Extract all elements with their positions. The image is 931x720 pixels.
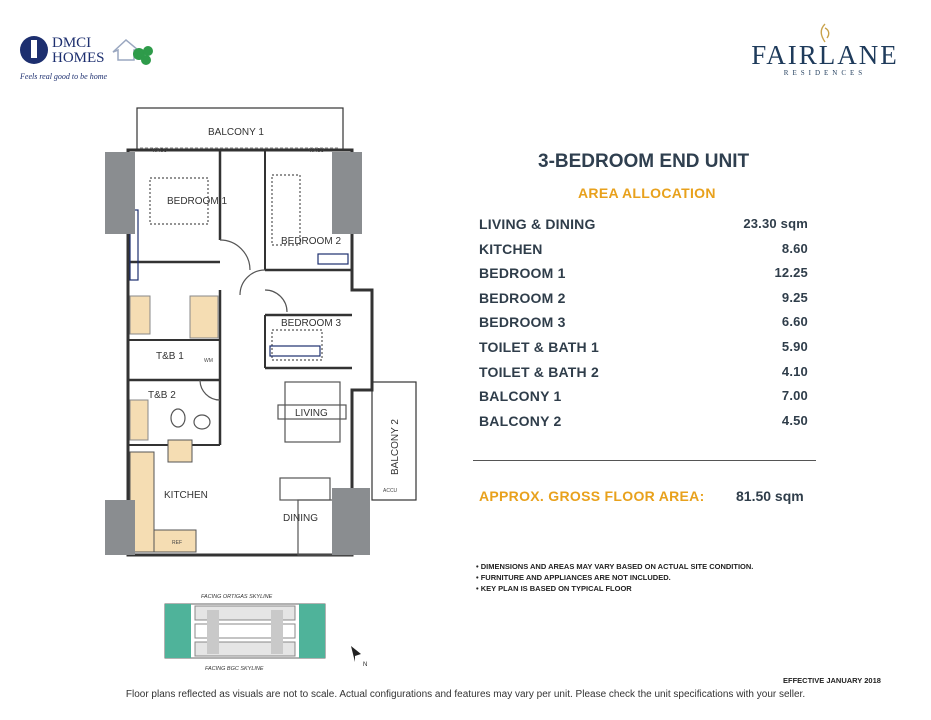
gross-floor-area-value: 81.50 sqm (736, 488, 804, 504)
allocation-row: BALCONY 1 7.00 (479, 388, 808, 405)
key-plan-bottom-caption: FACING BGC SKYLINE (205, 666, 264, 672)
allocation-row: LIVING & DINING 23.30 sqm (479, 216, 808, 232)
label-bedroom-2: BEDROOM 2 (281, 236, 342, 247)
divider (473, 460, 816, 461)
effective-date: EFFECTIVE JANUARY 2018 (783, 676, 881, 685)
developer-name-line2: HOMES (52, 50, 105, 66)
floor-plan-drawing (100, 100, 430, 565)
allocation-row: BEDROOM 1 12.25 (479, 265, 808, 282)
allocation-row: KITCHEN 8.60 (479, 240, 808, 257)
label-bedroom-3: BEDROOM 3 (281, 318, 342, 329)
allocation-row: TOILET & BATH 1 5.90 (479, 338, 808, 355)
label-tb-1: T&B 1 (156, 351, 184, 362)
label-living: LIVING (295, 408, 328, 419)
developer-tagline: Feels real good to be home (20, 72, 108, 81)
label-wacu-right: WACU (309, 148, 325, 154)
note-item: • KEY PLAN IS BASED ON TYPICAL FLOOR (476, 584, 632, 593)
note-item: • DIMENSIONS AND AREAS MAY VARY BASED ON ACTUAL SITE CONDITION. (476, 562, 754, 571)
allocation-row: TOILET & BATH 2 4.10 (479, 363, 808, 380)
gross-floor-area-label: APPROX. GROSS FLOOR AREA: (479, 488, 705, 504)
area-allocation-table (479, 214, 819, 435)
floor-plan (100, 100, 430, 565)
developer-name-line1: DMCI (52, 35, 92, 51)
label-tb-2: T&B 2 (148, 390, 176, 401)
area-allocation-heading: AREA ALLOCATION (578, 185, 716, 201)
disclaimer-notes (476, 561, 753, 594)
label-balcony-1: BALCONY 1 (208, 127, 264, 138)
key-plan-top-caption: FACING ORTIGAS SKYLINE (201, 594, 273, 600)
label-wm: WM (204, 358, 213, 364)
label-kitchen: KITCHEN (164, 490, 208, 501)
north-arrow-icon (347, 644, 373, 668)
label-bedroom-1: BEDROOM 1 (167, 196, 228, 207)
label-accu: ACCU (383, 488, 398, 494)
key-plan (145, 590, 345, 675)
label-dining: DINING (283, 513, 318, 524)
project-name: FAIRLANE (751, 40, 899, 70)
allocation-row: BALCONY 2 4.50 (479, 412, 808, 429)
key-plan-drawing (145, 590, 345, 675)
label-ref: REF (172, 540, 182, 546)
north-label: N (363, 662, 368, 668)
label-balcony-2: BALCONY 2 (390, 419, 401, 475)
project-logo (735, 22, 915, 77)
unit-title: 3-BEDROOM END UNIT (538, 151, 750, 172)
leaf-monogram-icon (815, 22, 835, 44)
developer-logo (18, 30, 158, 90)
allocation-row: BEDROOM 3 6.60 (479, 314, 808, 331)
allocation-row: BEDROOM 2 9.25 (479, 289, 808, 306)
footer-disclaimer: Floor plans reflected as visuals are not to scale. Actual configurations and features may vary per unit. Please check the unit specifications with your seller. (125, 689, 806, 700)
note-item: • FURNITURE AND APPLIANCES ARE NOT INCLUDED. (476, 573, 671, 582)
project-subname: RESIDENCES (783, 69, 867, 77)
north-arrow (347, 644, 373, 668)
label-wacu-left: WACU (152, 148, 168, 154)
